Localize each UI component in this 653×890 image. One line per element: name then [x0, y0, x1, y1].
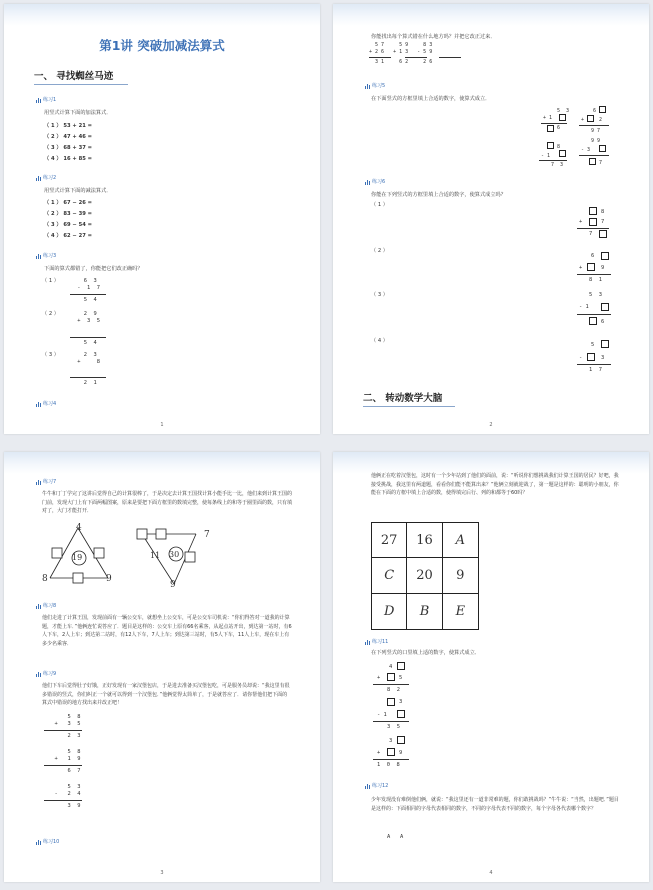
question-number: （ 4 ）	[371, 338, 388, 344]
page-1	[4, 4, 320, 434]
vertical-sum: 5 7 5 9 8 3 + 2 6 + 1 3 - 5 9	[369, 42, 433, 55]
answer-box[interactable]	[599, 145, 606, 152]
list-item: （ 2 ） 83 − 39 =	[44, 211, 92, 217]
paragraph: 他们下车后觉得肚子好饿，正好发现有一家汉堡包店，于是进去准备买汉堡包吃，可是服务员却说：“我这里有很多错误的竖式，你们纠正一个就可以得到一个汉堡包．”他俩觉得太简单了，于是就答应了．请你帮他们把下面的算式中错误的地方找出来并改正吧！	[42, 683, 290, 706]
page-4: 他俩正在吃着汉堡包，这时有一个少年站到了他们的面前，说：“听说你们想挑战我们计算王国的居民？好吧，我接受挑战，我这里有两道题，看看你们能不能算出来？”他俩立刻就迎战了，第一题是这样的：聪明的小朋友，你能在下面的方框中填上合适的数，使得填完后行、列的和都等于60吗？ 27 16 A C 20 9 D B E 练习11 在下列竖式的口里填上适的数字，使算式成立． 4 + 5 8 2 3 - 1 3 5 3 + 9 1 0 8 练习12 少年发现没有难倒他们俩，就说：“我这里还有一道非常难的题，你们敢挑战吗？”牛牛说：“当然，出题吧．”题目是这样的：下面相同的字母代表相同的数字，不同的字母代表不同的数字，每个字母各代表哪个数字？ A A 4	[333, 452, 649, 882]
bar-chart-icon	[36, 603, 41, 609]
magic-square	[371, 522, 479, 630]
grid-cell: 16	[407, 523, 442, 558]
vertex-number: 9	[106, 574, 112, 584]
list-item: （ 1 ） 53 + 21 =	[44, 123, 92, 129]
answer-box[interactable]	[397, 736, 405, 744]
answer-box[interactable]	[397, 662, 405, 670]
bar-chart-icon	[365, 179, 370, 185]
grid-cell: C	[372, 558, 407, 593]
question-number: （ 3 ）	[371, 292, 388, 298]
center-number: 19	[72, 553, 83, 562]
page-2: 你能找出每个算式错在什么地方吗？并把它改正过来． 5 7 5 9 8 3 + 2 6 + 1 3 - 5 9 3 1 6 2 2 6 练习5 在下面竖式的方框里填上合适的数字，使算式成立． 5 3 + 1 6 6 + 2 9 7 8 - 1 7 3 9 9 - 3 7 练习6 你能在下列竖式的方框里填上合适的数字，使算式成立吗？ （ 1 ） 8 + 7 7 （ 2 ） 6 + 9 8 1 （ 3 ） 5 3 - 1 6 （ 4 ） 5 - 3 1 7 二、 转动数学大脑 2	[333, 4, 649, 434]
bar-chart-icon	[36, 175, 41, 181]
answer-box[interactable]	[559, 114, 566, 121]
sum-line	[70, 294, 106, 295]
answer-box[interactable]	[156, 529, 166, 539]
vertical-sum: 6 3 - 1 7	[77, 278, 100, 291]
exercise-label: 练习8	[36, 602, 56, 609]
question-number: （ 3 ）	[42, 352, 59, 358]
bar-chart-icon	[36, 839, 41, 845]
exercise-prompt: 用竖式计算下面的加法算式．	[44, 110, 112, 116]
vertex-number: 4	[76, 523, 82, 533]
sum-result: 2 1	[74, 380, 97, 386]
exercise-prompt: 用竖式计算下面的减法算式．	[44, 188, 112, 194]
page-number: 2	[489, 422, 493, 428]
page-number: 3	[160, 870, 164, 876]
question-number: （ 2 ）	[42, 311, 59, 317]
answer-box[interactable]	[599, 230, 607, 238]
list-item: （ 4 ） 62 − 27 =	[44, 233, 92, 239]
bar-chart-icon	[36, 401, 41, 407]
grid-cell: 20	[407, 558, 442, 593]
answer-box[interactable]	[52, 548, 62, 558]
answer-box[interactable]	[387, 673, 395, 681]
bar-chart-icon	[365, 83, 370, 89]
grid-cell: 27	[372, 523, 407, 558]
list-item: （ 1 ） 67 − 26 =	[44, 200, 92, 206]
exercise-label: 练习1	[36, 96, 56, 103]
answer-box[interactable]	[547, 125, 554, 132]
paragraph: 你能找出每个算式错在什么地方吗？并把它改正过来．	[371, 34, 496, 40]
section-heading: 一、 寻找蜘丝马迹	[34, 71, 114, 82]
page-number: 4	[489, 870, 493, 876]
vertical-sum: 2 9 + 3 5	[77, 311, 100, 324]
exercise-label: 练习6	[365, 178, 385, 185]
bar-chart-icon	[36, 253, 41, 259]
vertex-number: 7	[204, 530, 210, 540]
exercise-label: 练习5	[365, 82, 385, 89]
vertical-sum: 5 8 + 1 9	[54, 749, 81, 762]
sum-result: 5 4	[74, 340, 97, 346]
answer-box[interactable]	[599, 106, 606, 113]
sum-result: 3 1 6 2 2 6	[369, 59, 433, 65]
question-number: （ 1 ）	[42, 278, 59, 284]
exercise-label: 练习9	[36, 670, 56, 677]
exercise-label: 练习12	[365, 782, 388, 789]
answer-box[interactable]	[387, 748, 395, 756]
list-item: （ 4 ） 16 + 85 =	[44, 156, 92, 162]
page-title: 第1讲 突破加减法算式	[99, 38, 225, 53]
exercise-prompt: 下面的算式都错了，你能把它们改正确吗？	[44, 266, 143, 272]
answer-box[interactable]	[587, 115, 594, 122]
answer-box[interactable]	[589, 218, 597, 226]
answer-box[interactable]	[589, 317, 597, 325]
page-header-decoration	[4, 4, 320, 26]
side-number: 11	[150, 551, 161, 560]
center-number: 30	[169, 550, 180, 559]
vertex-number: 9	[170, 580, 176, 590]
answer-box[interactable]	[601, 252, 609, 260]
bar-chart-icon	[36, 671, 41, 677]
answer-box[interactable]	[589, 158, 596, 165]
grid-cell: D	[372, 594, 407, 629]
paragraph: 他俩正在吃着汉堡包，这时有一个少年站到了他们的面前，说：“听说你们想挑战我们计算王国的居民？好吧，我接受挑战，我这里有两道题，看看你们能不能算出来？”他俩立刻就迎战了，第一题是这样的：聪明的小朋友，你能在下面的方框中填上合适的数，使得填完后行、列的和都等于60吗？	[371, 473, 619, 496]
section-underline	[363, 406, 455, 407]
vertical-sum: 5 3 - 2 4	[54, 784, 81, 797]
vertical-sum: 5 8 + 3 5	[54, 714, 81, 727]
bar-chart-icon	[36, 479, 41, 485]
grid-cell: B	[407, 594, 442, 629]
answer-box[interactable]	[601, 303, 609, 311]
question-number: （ 2 ）	[371, 248, 388, 254]
page-3: 练习7 牛牛和丁丁学完了这讲后觉得自己的计算很棒了，于是决定去计算王国找计算小能手比一比，他们来到计算王国的门前，发现大门上有下面两幅图案，原来是要把下面方框里的数填完整，使每条线上的和等于圈里面的数，只有填对了，大门才能打开． 4 19 8 9 7 11 30 9 练习8 他们走进了计算王国，发现前面有一辆公交车，就想坐上公交车，可是公交车司机说：“你们得答对一道我的计算题，才能上车．”他俩连忙说答应了．题目是这样的：公交车上原有66名乘客，从起点站开出，到达第一站时，有6人下车，2人上车；到达第二站时，有12人下车，7人上车；到达第三站时，有5人下车，11人上车，现在车上有多少名乘客． 练习9 他们下车后觉得肚子好饿，正好发现有一家汉堡包店，于是进去准备买汉堡包吃，可是服务员却说：“我这里有很多错误的竖式，你们纠正一个就可以得到一个汉堡包．”他俩觉得太简单了，于是就答应了．请你帮他们把下面的算式中错误的地方找出来并改正吧！ 5 8 + 3 5 2 3 5 8 + 1 9 6 7 5 3 - 2 4 3 9 练习10 3	[4, 452, 320, 882]
exercise-prompt: 在下面竖式的方框里填上合适的数字，使算式成立．	[371, 96, 491, 102]
paragraph: 他们走进了计算王国，发现前面有一辆公交车，就想坐上公交车，可是公交车司机说：“你们得答对一道我的计算题，才能上车．”他俩连忙说答应了．题目是这样的：公交车上原有66名乘客，从起点站开出，到达第一站时，有6人下车，2人上车；到达第二站时，有12人下车，7人上车；到达第三站时，有5人下车，11人上车，现在车上有多少名乘客．	[42, 615, 292, 647]
vertical-sum: 2 3 + 8	[77, 352, 100, 365]
paragraph: 少年发现没有难倒他们俩，就说：“我这里还有一道非常难的题，你们敢挑战吗？”牛牛说：“当然，出题吧．”题目是这样的：下面相同的字母代表相同的数字，不同的字母代表不同的数字，每个字母各代表哪个数字？	[371, 797, 619, 812]
answer-box[interactable]	[587, 353, 595, 361]
bar-chart-icon	[365, 639, 370, 645]
grid-cell: 9	[443, 558, 478, 593]
answer-box[interactable]	[387, 698, 395, 706]
section-heading: 二、 转动数学大脑	[363, 393, 443, 404]
answer-box[interactable]	[559, 150, 566, 157]
list-item: （ 3 ） 69 − 54 =	[44, 222, 92, 228]
bar-chart-icon	[365, 783, 370, 789]
exercise-label: 练习11	[365, 638, 388, 645]
grid-cell: E	[455, 603, 466, 619]
answer-box[interactable]	[587, 263, 595, 271]
page-header-decoration	[4, 452, 320, 474]
list-item: （ 3 ） 68 + 37 =	[44, 145, 92, 151]
answer-box[interactable]	[547, 142, 554, 149]
exercise-prompt: 你能在下列竖式的方框里填上合适的数字，使算式成立吗？	[371, 192, 506, 198]
question-number: （ 1 ）	[371, 202, 388, 208]
exercise-label: 练习7	[36, 478, 56, 485]
answer-box[interactable]	[397, 710, 405, 718]
page-header-decoration	[333, 452, 649, 474]
section-underline	[34, 84, 128, 85]
sum-line	[70, 337, 106, 338]
answer-box[interactable]	[601, 340, 609, 348]
letter-puzzle: A A	[387, 834, 404, 840]
sum-line	[70, 377, 106, 378]
exercise-label: 练习10	[36, 838, 59, 845]
sum-result: 5 4	[74, 297, 97, 303]
exercise-label: 练习4	[36, 400, 56, 407]
exercise-prompt: 在下列竖式的口里填上适的数字，使算式成立．	[371, 650, 480, 656]
answer-box[interactable]	[137, 529, 147, 539]
bar-chart-icon	[36, 97, 41, 103]
answer-box[interactable]	[73, 573, 83, 583]
answer-box[interactable]	[94, 548, 104, 558]
page-header-decoration	[333, 4, 649, 26]
exercise-label: 练习3	[36, 252, 56, 259]
answer-box[interactable]	[589, 207, 597, 215]
grid-cell: A	[443, 523, 478, 558]
exercise-label: 练习2	[36, 174, 56, 181]
paragraph: 牛牛和丁丁学完了这讲后觉得自己的计算很棒了，于是决定去计算王国找计算小能手比一比，他们来到计算王国的门前，发现大门上有下面两幅图案，原来是要把下面方框里的数填完整，使每条线上的和等于圈里面的数，只有填对了，大门才能打开．	[42, 491, 293, 514]
page-number: 1	[160, 422, 164, 428]
list-item: （ 2 ） 47 + 46 =	[44, 134, 92, 140]
answer-box[interactable]	[185, 552, 195, 562]
vertex-number: 8	[42, 574, 48, 584]
